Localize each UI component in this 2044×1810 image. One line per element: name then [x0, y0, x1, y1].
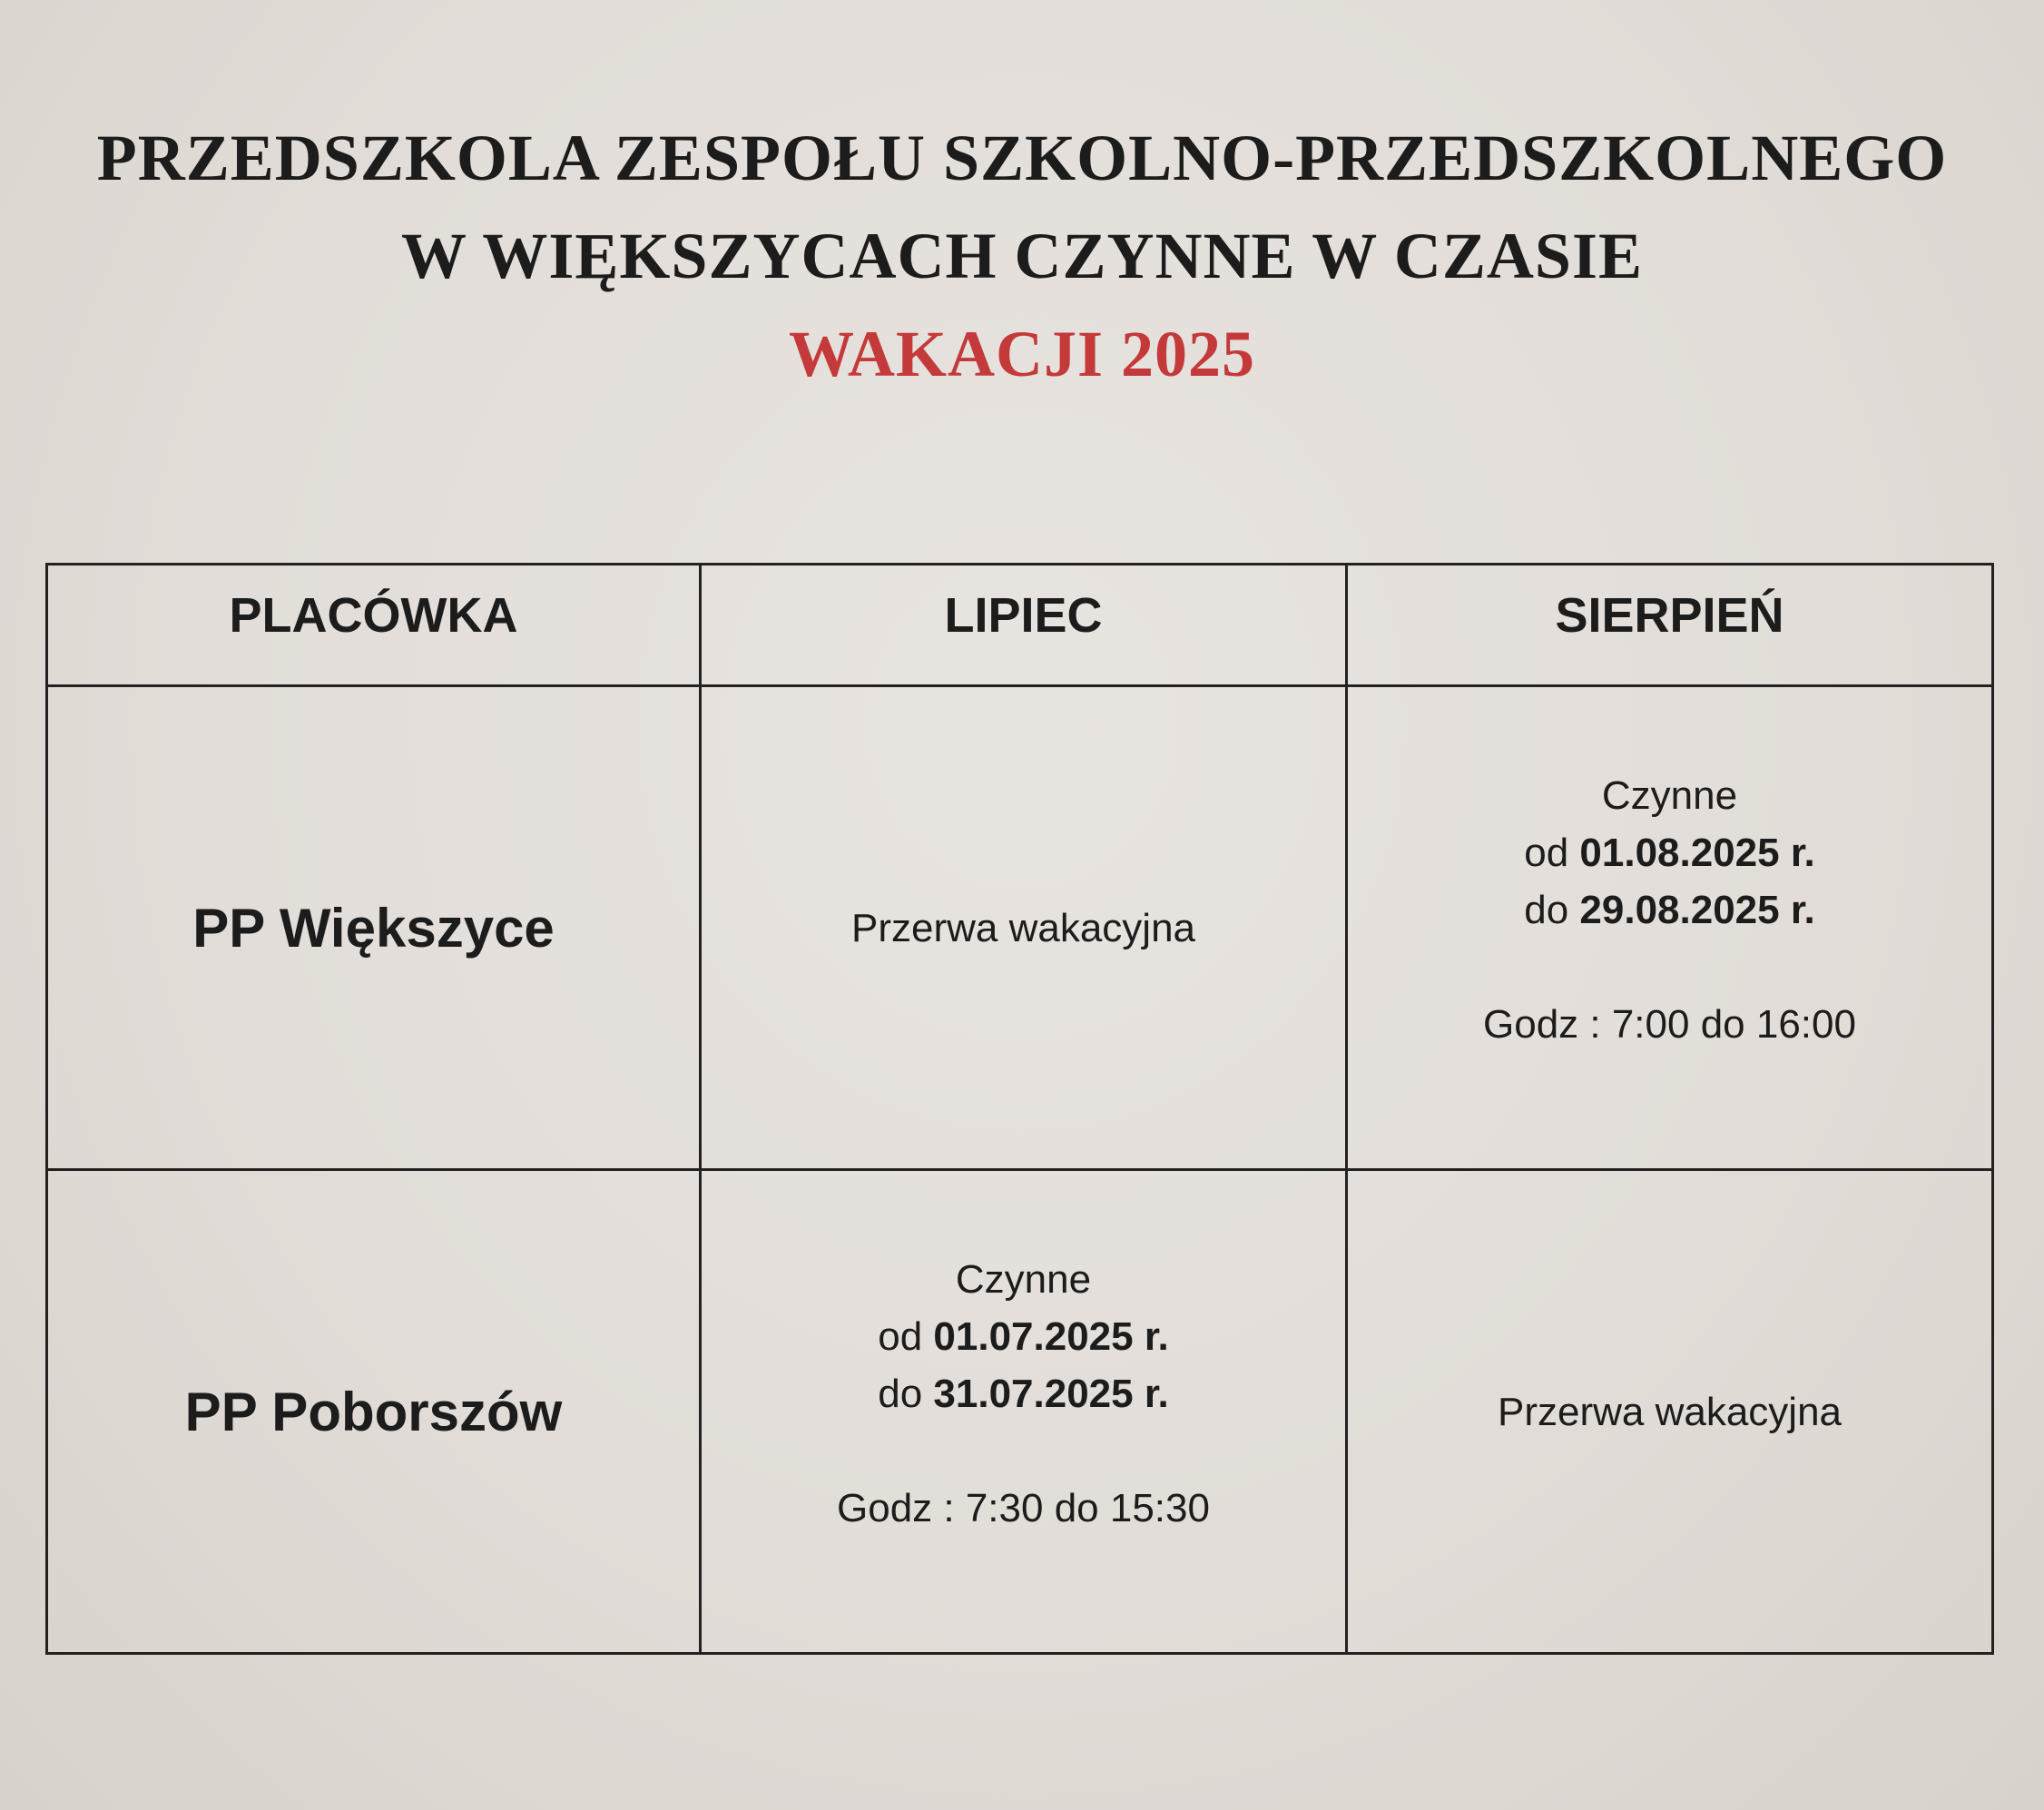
- open-period: [702, 1251, 1345, 1537]
- to-date: 31.07.2025 r.: [933, 1371, 1169, 1416]
- title-line-3: WAKACJI 2025: [788, 318, 1256, 390]
- header-placowka: PLACÓWKA: [47, 565, 701, 686]
- header-sierpien: SIERPIEŃ: [1347, 565, 1993, 686]
- place-cell: [47, 686, 701, 1170]
- table-row: [47, 1170, 1993, 1654]
- to-prefix: do: [878, 1371, 934, 1416]
- place-name: PP Większyce: [192, 897, 555, 959]
- break-text: Przerwa wakacyjna: [850, 905, 1196, 950]
- notice-header: [0, 109, 2044, 403]
- from-date: 01.08.2025 r.: [1579, 830, 1815, 875]
- from-prefix: od: [1524, 830, 1580, 875]
- schedule-table: [45, 563, 1994, 1655]
- open-period: [1348, 767, 1991, 1053]
- title-line-2: W WIĘKSZYCACH CZYNNE W CZASIE: [400, 220, 1644, 292]
- break-text: Przerwa wakacyjna: [1497, 1389, 1843, 1434]
- from-date: 01.07.2025 r.: [933, 1313, 1169, 1359]
- from-prefix: od: [878, 1313, 934, 1359]
- to-line: [1348, 881, 1991, 939]
- title-line-1: PRZEDSZKOLA ZESPOŁU SZKOLNO-PRZEDSZKOLNEGO: [96, 122, 1948, 194]
- july-cell: [701, 686, 1347, 1170]
- july-cell: [701, 1170, 1347, 1654]
- from-line: [1348, 824, 1991, 881]
- place-cell: [47, 1170, 701, 1654]
- status-text: Czynne: [1601, 772, 1738, 818]
- from-line: [702, 1308, 1345, 1365]
- august-cell: [1347, 686, 1993, 1170]
- hours-text: Godz : 7:00 do 16:00: [1483, 1001, 1856, 1047]
- header-lipiec: LIPIEC: [701, 565, 1347, 686]
- table-row: [47, 686, 1993, 1170]
- table-header-row: [47, 565, 1993, 686]
- status-text: Czynne: [955, 1256, 1092, 1302]
- august-cell: [1347, 1170, 1993, 1654]
- place-name: PP Poborszów: [184, 1381, 563, 1442]
- to-line: [702, 1365, 1345, 1422]
- to-date: 29.08.2025 r.: [1579, 887, 1815, 932]
- hours-text: Godz : 7:30 do 15:30: [837, 1485, 1210, 1530]
- to-prefix: do: [1524, 887, 1580, 932]
